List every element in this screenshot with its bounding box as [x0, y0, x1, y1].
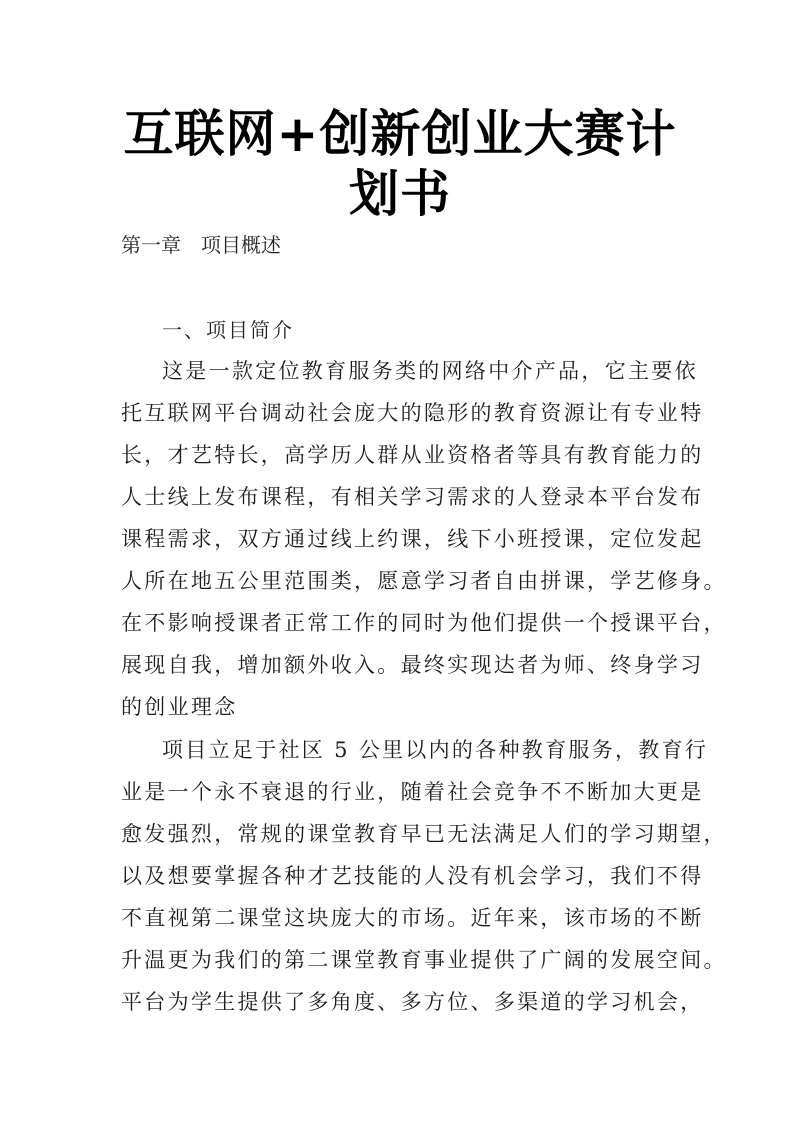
paragraph-line: 展现自我，增加额外收入。最终实现达者为师、终身学习: [121, 653, 704, 677]
paragraph-line: 项目立足于社区 5 公里以内的各种教育服务，教育行: [162, 738, 709, 762]
paragraph-line: 业是一个永不衰退的行业，随着社会竞争不不断加大更是: [121, 780, 704, 804]
section-heading: 一、项目简介: [162, 318, 294, 342]
paragraph-line: 在不影响授课者正常工作的同时为他们提供一个授课平台，: [121, 611, 727, 635]
paragraph-line: 平台为学生提供了多角度、多方位、多渠道的学习机会，: [121, 990, 704, 1014]
paragraph-line: 愈发强烈，常规的课堂教育早已无法满足人们的学习期望，: [121, 822, 727, 846]
paragraph-line: 托互联网平台调动社会庞大的隐形的教育资源让有专业特: [121, 401, 704, 425]
paragraph-line: 长，才艺特长，高学历人群从业资格者等具有教育能力的: [121, 443, 704, 467]
paragraph-line: 升温更为我们的第二课堂教育事业提供了广阔的发展空间。: [121, 948, 727, 972]
document-title-line-2: 划书: [349, 165, 451, 223]
chapter-heading: 第一章 项目概述: [121, 233, 281, 257]
paragraph-line: 人士线上发布课程，有相关学习需求的人登录本平台发布: [121, 485, 704, 509]
paragraph-line: 课程需求，双方通过线上约课，线下小班授课，定位发起: [121, 527, 704, 551]
paragraph-line: 的创业理念: [121, 695, 238, 719]
paragraph-line: 人所在地五公里范围类，愿意学习者自由拼课，学艺修身。: [121, 569, 727, 593]
paragraph-line: 不直视第二课堂这块庞大的市场。近年来，该市场的不断: [121, 906, 704, 930]
document-title-line-1: 互联网+创新创业大赛计: [123, 105, 677, 163]
paragraph-line: 这是一款定位教育服务类的网络中介产品，它主要依: [162, 359, 698, 383]
paragraph-line: 以及想要掌握各种才艺技能的人没有机会学习，我们不得: [121, 864, 704, 888]
